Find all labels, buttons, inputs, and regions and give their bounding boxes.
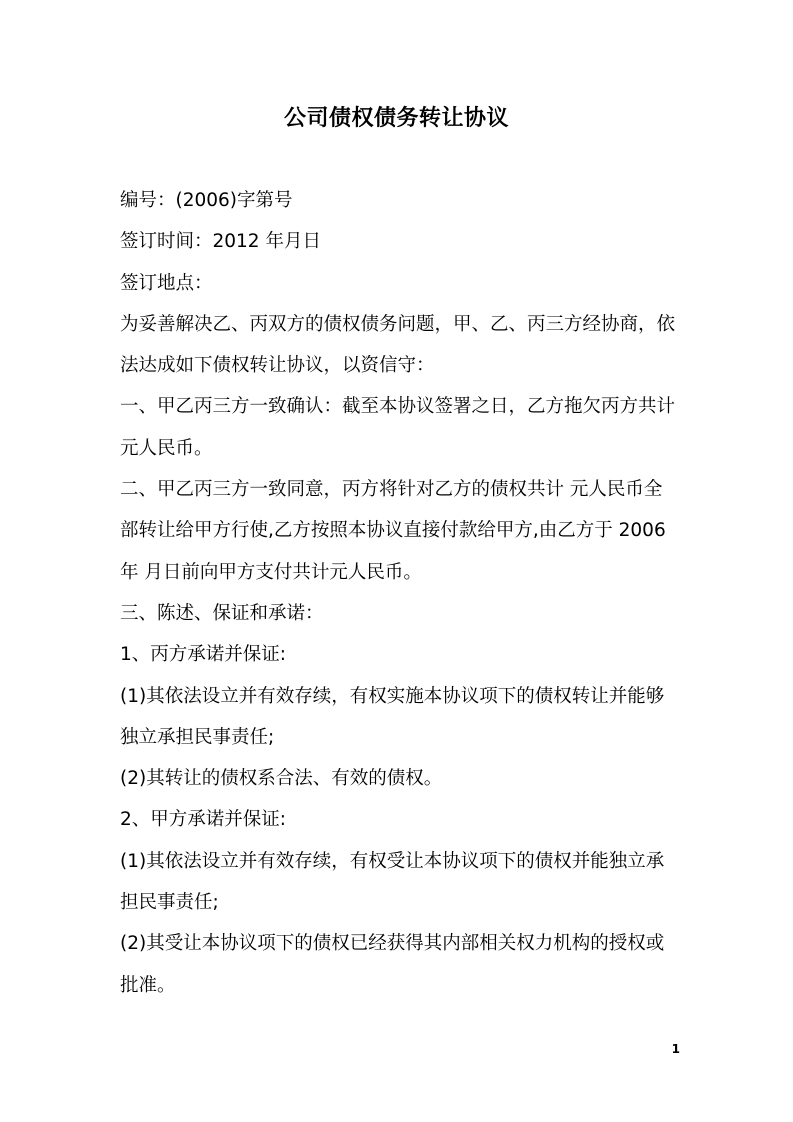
document-line: 法达成如下债权转让协议，以资信守： bbox=[120, 355, 435, 377]
document-line: 年 月日前向甲方支付共计元人民币。 bbox=[120, 561, 422, 583]
document-line: (2)其受让本协议项下的债权已经获得其内部相关权力机构的授权或 bbox=[120, 933, 665, 955]
document-line: 2、甲方承诺并保证: bbox=[120, 809, 287, 831]
document-line: 三、陈述、保证和承诺： bbox=[120, 602, 324, 624]
document-title: 公司债权债务转让协议 bbox=[283, 106, 509, 131]
document-line: 编号：(2006)字第号 bbox=[120, 190, 293, 211]
document-line: 担民事责任; bbox=[120, 892, 219, 914]
document-line: (1)其依法设立并有效存续，有权实施本协议项下的债权转让并能够 bbox=[120, 685, 665, 707]
document-line: (1)其依法设立并有效存续，有权受让本协议项下的债权并能独立承 bbox=[120, 850, 665, 872]
document-line: 1、丙方承诺并保证: bbox=[120, 644, 287, 666]
document-line: 独立承担民事责任; bbox=[120, 726, 275, 748]
document-line: (2)其转让的债权系合法、有效的债权。 bbox=[120, 768, 443, 790]
document-line: 为妥善解决乙、丙双方的债权债务问题，甲、乙、丙三方经协商，依 bbox=[120, 313, 676, 335]
document-body bbox=[120, 180, 676, 1006]
document-line: 批准。 bbox=[120, 974, 176, 996]
document-line: 部转让给甲方行使,乙方按照本协议直接付款给甲方,由乙方于 2006 bbox=[120, 520, 666, 542]
page-number: 1 bbox=[671, 1042, 680, 1056]
document-line: 元人民币。 bbox=[120, 437, 213, 459]
document-line: 一、甲乙丙三方一致确认：截至本协议签署之日，乙方拖欠丙方共计 bbox=[120, 396, 676, 418]
document-line: 签订时间：2012 年月日 bbox=[120, 231, 321, 253]
document-line: 二、甲乙丙三方一致同意，丙方将针对乙方的债权共计 元人民币全 bbox=[120, 479, 663, 501]
document-line: 签订地点： bbox=[120, 272, 213, 294]
